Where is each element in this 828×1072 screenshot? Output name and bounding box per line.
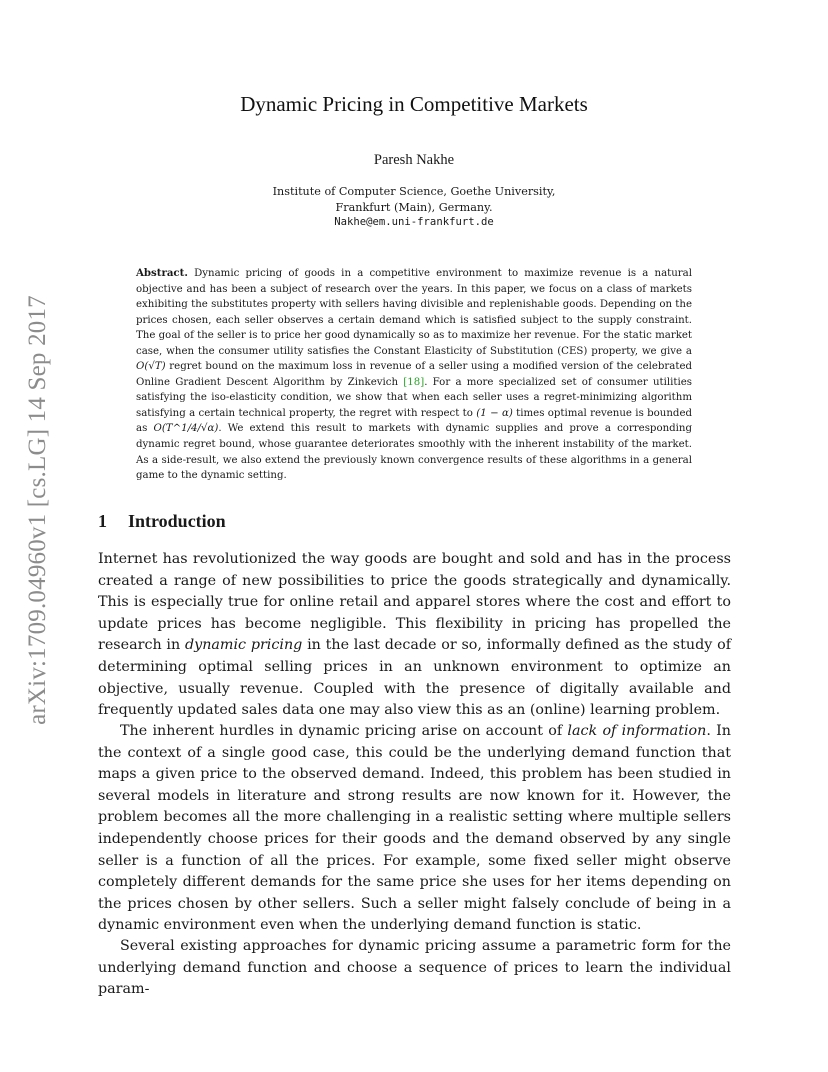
abstract-math-regret: O(√T) <box>136 361 166 373</box>
affiliation-line-2: Frankfurt (Main), Germany. <box>335 201 493 214</box>
paragraph-emphasis: lack of information <box>567 723 707 739</box>
author-name: Paresh Nakhe <box>373 152 455 168</box>
abstract <box>136 266 692 484</box>
abstract-math-factor: (1 − α) <box>476 407 513 419</box>
paper-title: Dynamic Pricing in Competitive Markets <box>240 92 588 116</box>
affiliation-line-1: Institute of Computer Science, Goethe University, <box>272 185 556 198</box>
abstract-text: Dynamic pricing of goods in a competitive environment to maximize revenue is a natural objective and has been a subject of research over the years. In this paper, we focus on a class of markets exhibiting the substitutes property with sellers having divisible and replenishable goods. Depending on the prices chosen, each seller observes a certain demand which is satisfied subject to the supply constraint. The goal of the seller is to price her good dynamically so as to maximize her revenue. For the static market case, when the consumer utility satisfies the Constant Elasticity of Substitution (CES) property, we give a <box>136 268 692 357</box>
intro-paragraph-1 <box>98 549 731 722</box>
abstract-text: times optimal revenue is bounded as <box>136 407 692 435</box>
intro-paragraph-2 <box>98 721 731 937</box>
section-number: 1 <box>98 511 107 531</box>
abstract-math-bound: O(T^1/4/√α) <box>153 423 219 435</box>
arxiv-side-stamp: arXiv:1709.04960v1 [cs.LG] 14 Sep 2017 <box>24 295 51 725</box>
section-heading-introduction <box>98 511 226 532</box>
abstract-text: . For a more specialized set of consumer utilities satisfying the iso-elasticity condition, we show that when each seller uses a regret-minimizing algorithm satisfying a certain technical property, the regret with respect to <box>136 376 693 419</box>
section-title: Introduction <box>128 511 226 531</box>
intro-paragraph-3: Several existing approaches for dynamic pricing assume a parametric form for the underlying demand function and choose a sequence of prices to learn the individual param- <box>98 938 731 998</box>
abstract-text: . We extend this result to markets with dynamic supplies and prove a corresponding dynamic regret bound, whose guarantee deteriorates smoothly with the inherent instability of the market. As a side-result, we also extend the previously known convergence results of these algorithms in a general game to the dynamic setting. <box>136 423 693 482</box>
author-email: Nakhe@em.uni-frankfurt.de <box>334 216 494 228</box>
paragraph-text: . In the context of a single good case, this could be the underlying demand function that maps a given price to the observed demand. Indeed, this problem has been studied in several models in literature and strong results are now known for it. However, the problem becomes all the more challenging in a realistic setting where multiple sellers independently choose prices for their goods and the demand observed by any single seller is a function of all the prices. For example, some fixed seller might observe completely different demands for the same price she uses for her items depending on the prices chosen by other sellers. Such a seller might falsely conclude of being in a dynamic environment even when the underlying demand function is static. <box>98 723 732 934</box>
abstract-label: Abstract. <box>136 267 188 279</box>
paragraph-text: in the last decade or so, informally defined as the study of determining optimal selling prices in an unknown environment to optimize an objective, usually revenue. Coupled with the presence of digitally available and frequently updated sales data one may also view this as an (online) learning problem. <box>98 637 731 719</box>
paragraph-emphasis: dynamic pricing <box>184 637 303 654</box>
abstract-text: regret bound on the maximum loss in revenue of a seller using a modified version of the celebrated Online Gradient Descent Algorithm by Zinkevich <box>136 361 692 388</box>
citation-link[interactable]: [18] <box>403 376 425 388</box>
paragraph-text: The inherent hurdles in dynamic pricing arise on account of <box>120 723 568 739</box>
paragraph-text: Internet has revolutionized the way goods are bought and sold and has in the process created a range of new possibilities to price the goods strategically and dynamically. This is especially true for online retail and apparel stores where the cost and effort to update prices has become negligible. This flexibility in pricing has propelled the research in <box>98 551 731 654</box>
